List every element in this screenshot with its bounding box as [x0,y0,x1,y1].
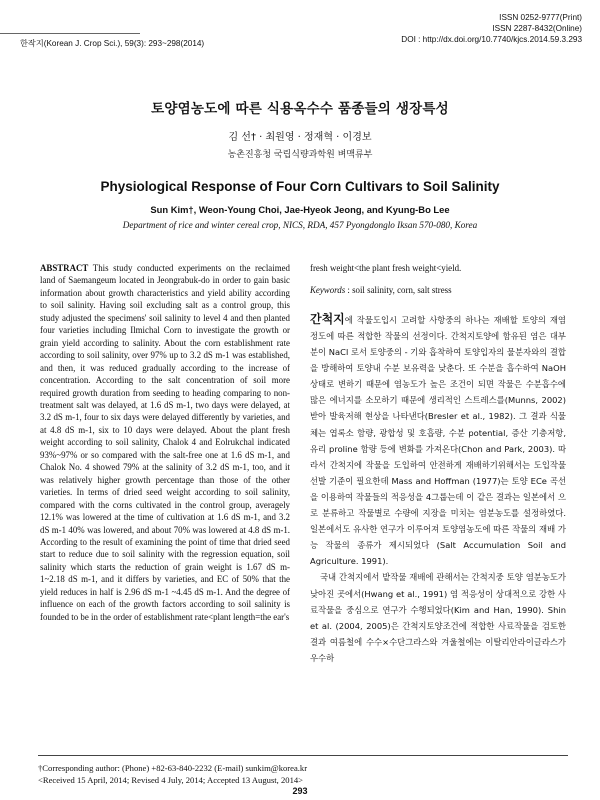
english-affiliation: Department of rice and winter cereal crop, NICS, RDA, 457 Pyongdonglo Iksan 570-080, Korea [122,220,478,230]
abstract-text: This study conducted experiments on the reclaimed land of Saemangeum located in Jeongrabuk-do in order to gain basic information about growth characteristics and yield ability according to soil salinity. Having soil excluding salt as a control group, this study adjusted the specimens' soil salinity to level 4 and then planted four varieties including Ilmichal Corn to investigate the growth or grain yield according to salinity. About the corn establishment rate according to soil salinity, over 97% up to 3.2 dS m-1 was established, and then, it was reduced gradually according to the increase of concentration. According to the salt concentration of soil more required growth duration from seeding to heading comparing to non-treatment salt was delayed, at 1.6 dS m-1, two days were delayed, at 3.2 dS m-1, four to six days were delayed differently by varieties, and at 4.8 dS m-1, six to 10 days were delayed. About the plant fresh weight according to soil salinity, Chalok 4 and Eolrukchal indicated 93%~97% or so compared with the salt-free one at 1.6 dS m-1, and Chalok No. 4 showed 79% at the salinity of 3.2 dS m-1, too, and it was relatively higher growth percentage than those of the other varieties. In terms of dried seed weight according to soil salinity, compared with the corns cultivated in the control group, averagely 12.1% was lowered at the time of cultivation at 1.6 dS m-1, and 3.2 dS m-1 40% was lowered, and about 70% was lowered at 4.8 dS m-1. According to the result of examining the point of time that dried seed start to reduce due to soil salinity with the regression equation, soil salinity which starts the reduction of grain weight is 1.67 dS m-1~2.18 dS m-1, and it differs by varieties, and EC of 50% that the yield reduces in half is 2.96 dS m-1 ~4.45 dS m-1. And the degree of influence on each of the growth factors according to soil salinity is founded to be in the order of establishment rate<plant length=the ear's [40,263,290,622]
korean-affiliation: 농촌진흥청 국립식량과학원 벼맥류부 [227,150,373,160]
korean-title: 토양염농도에 따른 식용옥수수 품종들의 생장특성 [151,101,449,117]
footnote [38,763,568,786]
intro-paragraph-1 [310,311,566,570]
right-column [310,262,566,666]
corresponding-author: †Corresponding author: (Phone) +82-63-840-2232 (E-mail) sunkim@korea.kr [38,763,308,773]
issn-print: ISSN 0252-9777(Print) [499,13,582,22]
received-dates: <Received 15 April, 2014; Revised 4 July, 2014; Accepted 13 August, 2014> [38,774,304,785]
english-authors: Sun Kim†, Weon-Young Choi, Jae-Hyeok Jeong, and Kyung-Bo Lee [150,204,450,215]
issn-online: ISSN 2287-8432(Online) [492,24,582,33]
keywords [310,284,566,296]
issn-block [401,12,582,45]
abstract-continuation: fresh weight<the plant fresh weight<yield. [310,263,462,273]
journal-citation: 한작지(Korean J. Crop Sci.), 59(3): 293~298(2014) [20,39,205,48]
intro-text-1: 에 작물도입시 고려할 사항중의 하나는 재배할 토양의 재염 정도에 따른 적합한 작물의 선정이다. 간척지토양에 함유된 염은 대부분이 NaCl 로서 토양중의 - 기와 흡착하여 토양입자의 물분자와의 결합을 방해하여 토양내 수분 보유력을 낮춘다. 또 수분을 흡수하여 NaOH상태로 변하기 때문에 염농도가 높은 조건이 되면 작물은 수분흡수에 많은 에너지를 소모하기 때문에 생리적인 스트레스를(Munns, 2002)받아 발육저해 현상을 나타낸다(Bresler et al., 1982). 그 결과 식물체는 엽록소 함량, 광합성 및 호흡량, 수분 potential, 증산 기층저항, 유리 proline 함량 등에 변화를 가져온다(Chon and Park, 2003). 따라서 간척지에 작물을 도입하여 안전하게 재배하기위해서는 도입작물 선발 기준이 필요한데 Mass and Hoffman (1977)는 토양 ECe 곡선을 이용하여 작물들의 적응성을 4그룹는데 이 같은 결과는 일본에서 으로 분류하고 작물별로 수량에 지장을 미치는 염분농도를 설정하였다. 일본에서도 유사한 연구가 이루어져 토양염농도에 따른 작물의 재배 가능 작물의 종류가 제시되었다 (Salt Accumulation Soil and Agriculture. 1991). [310,314,566,567]
keywords-list: : soil salinity, corn, salt stress [347,285,452,296]
intro-lead: 간척지 [310,311,345,326]
english-title: Physiological Response of Four Corn Cultivars to Soil Salinity [100,179,500,194]
abstract-label: ABSTRACT [40,263,89,273]
page-number: 293 [292,786,308,796]
korean-authors: 김 선† · 최원영 · 정재혁 · 이경보 [228,132,372,143]
intro-paragraph-2: 국내 간척지에서 밭작물 재배에 관해서는 간척지중 토양 염분농도가 낮아진 곳에서(Hwang et al., 1991) 염 적응성이 상대적으로 강한 사료작물을 중심으로 연구가 수행되었다(Kim and Han, 1990). Shin et al. (2004, 2005)은 간척지토양조건에 적합한 사료작물을 검토한 결과 여름철에 수수×수단그라스와 겨울철에는 이탈리안라이글라스가 우수하 [310,572,566,663]
keywords-label: Keywords [310,285,346,296]
abstract-column [40,262,290,623]
doi: DOI : http://dx.doi.org/10.7740/kjcs.2014.59.3.293 [401,35,582,44]
